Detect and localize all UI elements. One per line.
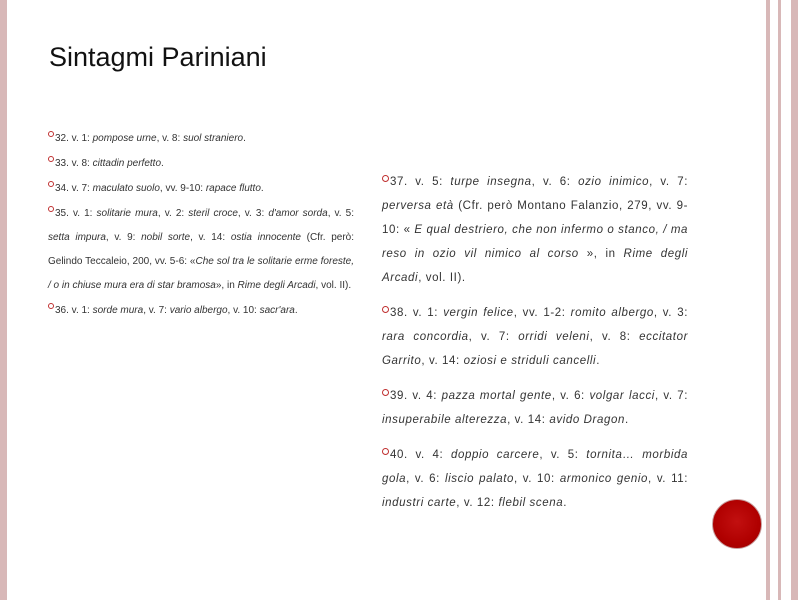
item-text: . [294, 305, 298, 316]
italic-text: industri carte [382, 497, 457, 509]
item-text: , vv. 1-2: [513, 307, 571, 319]
item-text: , v. 2: [157, 208, 189, 219]
item-text: , v. 10: [227, 305, 260, 316]
item-text: , v. 14: [190, 232, 231, 243]
right-column [382, 170, 688, 526]
slide-title: Sintagmi Pariniani [49, 42, 267, 72]
item-text: , v. 3: [653, 307, 688, 319]
item-text: . [260, 183, 264, 194]
italic-text: pompose urne [92, 133, 157, 144]
italic-text: E qual destriero, che non infermo o stanco, / ma reso in ozio vil nimico al corso [382, 224, 688, 260]
item-text: , v. 10: [514, 473, 560, 485]
red-circle-decoration [712, 499, 762, 549]
item-text: . [161, 158, 164, 169]
item-text: , v. 7: [143, 305, 170, 316]
item-text: , v. 9: [105, 232, 142, 243]
italic-text: orridi veleni [518, 331, 590, 343]
italic-text: tornita… morbida gola [382, 449, 688, 485]
italic-text: Rime degli Arcadi [237, 280, 316, 291]
bullet-icon [48, 206, 54, 212]
item-text: , v. 11: [648, 473, 689, 485]
italic-text: avido Dragon [549, 414, 625, 426]
item-text: . [624, 414, 629, 426]
item-text: . [596, 355, 600, 367]
italic-text: sorde mura [92, 305, 144, 316]
item-text: , v. 6: [551, 390, 590, 402]
bullet-icon [382, 175, 389, 182]
bullet-icon [48, 181, 54, 187]
item-text: 32. v. 1: [55, 133, 93, 144]
list-item [382, 301, 688, 373]
list-item [48, 177, 354, 201]
italic-text: liscio palato [444, 473, 515, 485]
list-item [48, 202, 354, 298]
item-text: . [563, 497, 568, 509]
italic-text: armonico genio [559, 473, 649, 485]
item-text: , vol. II). [315, 280, 352, 291]
item-text: », in [578, 248, 624, 260]
list-item [382, 443, 688, 515]
item-text: », in [215, 280, 238, 291]
italic-text: perversa età [382, 200, 454, 212]
italic-text: cittadin perfetto [92, 158, 161, 169]
item-text: 38. v. 1: [390, 307, 444, 319]
item-text: , v. 8: [156, 133, 184, 144]
list-item [382, 170, 688, 290]
italic-text: ozio inimico [578, 176, 650, 188]
bullet-icon [48, 156, 54, 162]
item-text: , v. 5: [327, 208, 355, 219]
right-border-bar [766, 0, 770, 600]
bullet-icon [382, 306, 389, 313]
italic-text: vergin felice [443, 307, 514, 319]
item-text: , v. 12: [456, 497, 499, 509]
right-border-bar [778, 0, 781, 600]
item-text: , v. 7: [468, 331, 519, 343]
item-text: 35. v. 1: [55, 208, 97, 219]
item-text: 34. v. 7: [55, 183, 93, 194]
list-item [382, 384, 688, 432]
list-item [48, 127, 354, 151]
item-text: , v. 6: [406, 473, 445, 485]
italic-text: ostia innocente [230, 232, 301, 243]
list-item [48, 152, 354, 176]
bullet-icon [48, 303, 54, 309]
italic-text: rara concordia [382, 331, 469, 343]
italic-text: Rime degli Arcadi [382, 248, 689, 284]
italic-text: turpe insegna [450, 176, 532, 188]
italic-text: setta impura [48, 232, 106, 243]
item-text: , v. 5: [539, 449, 587, 461]
item-text: 33. v. 8: [55, 158, 93, 169]
item-text: , v. 3: [237, 208, 269, 219]
bullet-icon [382, 448, 389, 455]
italic-text: flebil scena [498, 497, 564, 509]
italic-text: d'amor sorda [268, 208, 328, 219]
italic-text: eccitator Garrito [382, 331, 689, 367]
item-text: 39. v. 4: [390, 390, 442, 402]
italic-text: Che sol tra le solitarie erme foreste, / o in chiuse mura era di star bramosa [48, 256, 354, 291]
item-text: , vv. 9-10: [159, 183, 206, 194]
italic-text: maculato suolo [92, 183, 160, 194]
bullet-icon [48, 131, 54, 137]
italic-text: sacr'ara [259, 305, 295, 316]
italic-text: steril croce [188, 208, 238, 219]
italic-text: doppio carcere [450, 449, 540, 461]
item-text: (Cfr. però Montano Falanzio, 279, vv. 9-10: « [382, 200, 688, 236]
italic-text: pazza mortal gente [441, 390, 552, 402]
item-text: 37. v. 5: [390, 176, 451, 188]
bullet-icon [382, 389, 389, 396]
italic-text: romito albergo [570, 307, 654, 319]
italic-text: oziosi e striduli cancelli [463, 355, 597, 367]
right-border-bar [791, 0, 798, 600]
italic-text: nobil sorte [141, 232, 191, 243]
item-text: , v. 6: [531, 176, 579, 188]
item-text: , v. 7: [649, 176, 688, 188]
italic-text: rapace flutto [205, 183, 261, 194]
item-text: 36. v. 1: [55, 305, 93, 316]
list-item [48, 299, 354, 323]
item-text: (Cfr. però: Gelindo Teccaleio, 200, vv. 5-6: « [48, 232, 354, 267]
item-text: , v. 14: [507, 414, 550, 426]
italic-text: solitarie mura [96, 208, 158, 219]
item-text: , vol. II). [418, 272, 466, 284]
left-column [48, 127, 354, 324]
item-text: , v. 14: [421, 355, 464, 367]
left-border-bar [0, 0, 7, 600]
italic-text: volgar lacci [589, 390, 655, 402]
item-text: , v. 8: [589, 331, 640, 343]
item-text: . [243, 133, 246, 144]
item-text: 40. v. 4: [390, 449, 451, 461]
italic-text: vario albergo [169, 305, 228, 316]
item-text: , v. 7: [654, 390, 688, 402]
italic-text: suol straniero [183, 133, 244, 144]
italic-text: insuperabile alterezza [382, 414, 508, 426]
